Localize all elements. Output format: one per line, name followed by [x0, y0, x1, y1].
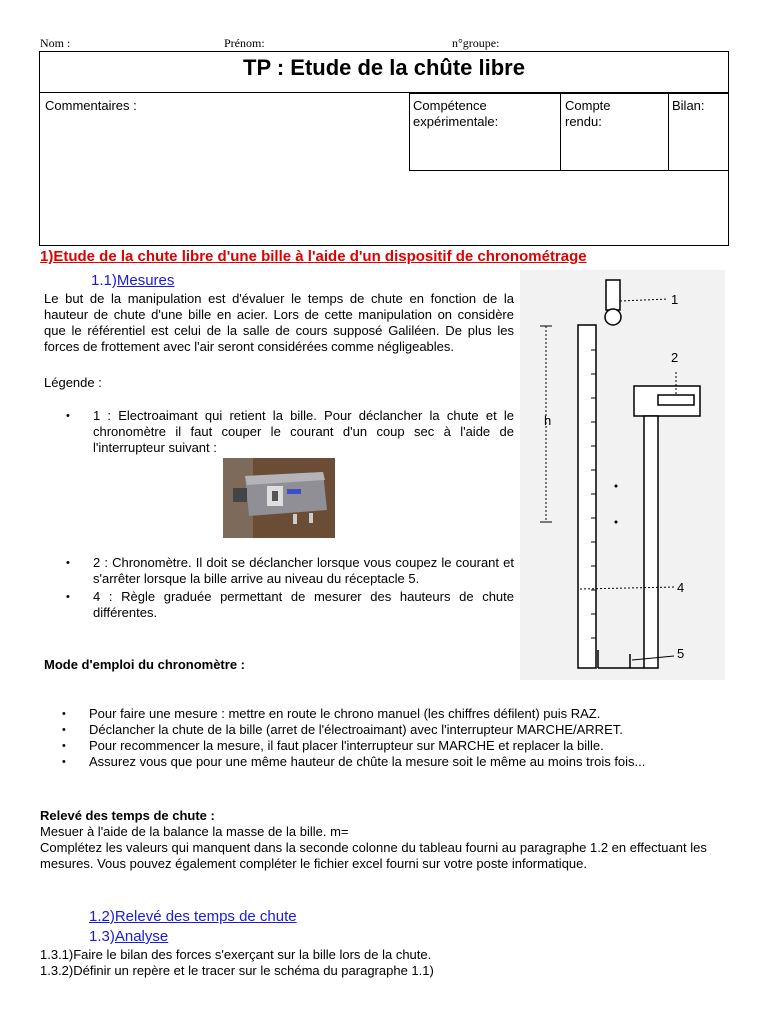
- subsection-1-3-number: 1.3): [89, 928, 115, 945]
- competence-label-2: expérimentale:: [413, 114, 499, 129]
- diagram-label-1: 1: [671, 292, 679, 307]
- mode-emploi-item: • Déclancher la chute de la bille (arret de l'électroaimant) avec l'interrupteur MARCHE/ARRET.: [62, 722, 623, 737]
- page-title: TP : Etude de la chûte libre: [243, 55, 525, 80]
- legend-item-1-text: 1 : Electroaimant qui retient la bille. Pour déclancher la chute et le chronomètre il faut couper le courant d'un coup sec à l'aide de l'interrupteur suivant :: [93, 408, 514, 455]
- prenom-label: Prénom:: [224, 36, 265, 50]
- diagram-label-4: 4: [677, 580, 685, 595]
- releve-line1: Mesuer à l'aide de la balance la masse de la bille. m=: [40, 824, 349, 839]
- switch-photo: [223, 458, 335, 538]
- diagram-label-2: 2: [671, 350, 679, 365]
- legend-list-b: [44, 555, 514, 621]
- mode-emploi-title: Mode d'emploi du chronomètre :: [44, 657, 245, 672]
- mode-emploi-item-text: Déclancher la chute de la bille (arret de l'électroaimant) avec l'interrupteur MARCHE/ARRET.: [89, 722, 623, 737]
- legend-item-4-text: 4 : Règle graduée permettant de mesurer des hauteurs de chute différentes.: [93, 589, 514, 620]
- bilan-label: Bilan:: [672, 98, 705, 113]
- mode-emploi-item: • Pour recommencer la mesure, il faut placer l'interrupteur sur MARCHE et replacer la bille.: [62, 738, 604, 753]
- question-1-3-1: 1.3.1)Faire le bilan des forces s'exerçant sur la bille lors de la chute.: [40, 947, 432, 962]
- subsection-1-1: [91, 272, 174, 289]
- comments-label: Commentaires :: [45, 98, 137, 113]
- subsection-1-1-number: 1.1): [91, 272, 117, 289]
- groupe-label: n°groupe:: [452, 36, 500, 50]
- section-1-heading: 1)Etude de la chute libre d'une bille à l'aide d'un dispositif de chronométrage: [40, 248, 587, 265]
- legend-list-a: [44, 408, 514, 456]
- competence-label-1: Compétence: [413, 98, 487, 113]
- subsection-1-2: 1.2)Relevé des temps de chute: [89, 908, 297, 925]
- apparatus-diagram: [520, 270, 725, 680]
- mode-emploi-item: • Pour faire une mesure : mettre en route le chrono manuel (les chiffres défilent) puis RAZ.: [62, 706, 601, 721]
- legend-item-1: • 1 : Electroaimant qui retient la bille. Pour déclancher la chute et le chronomètre il faut couper le courant d'un coup sec à l'aide de l'interrupteur suivant :: [66, 408, 514, 455]
- subsection-1-1-title: Mesures: [116, 272, 175, 289]
- legend-item-2-text: 2 : Chronomètre. Il doit se déclancher lorsque vous coupez le courant et s'arrêter lorsque la bille arrive au niveau du réceptacle 5.: [93, 555, 514, 586]
- mode-emploi-item-text: Pour recommencer la mesure, il faut placer l'interrupteur sur MARCHE et replacer la bille.: [89, 738, 604, 753]
- subsection-1-3-title: Analyse: [114, 928, 169, 945]
- diagram-label-h: h: [544, 413, 552, 428]
- mode-emploi-item-text: Assurez vous que pour une même hauteur de chûte la mesure soit le même au moins trois fois...: [89, 754, 646, 769]
- subsection-1-3: [89, 928, 168, 945]
- mode-emploi-item-text: Pour faire une mesure : mettre en route le chrono manuel (les chiffres défilent) puis RAZ.: [89, 706, 601, 721]
- question-1-3-2: 1.3.2)Définir un repère et le tracer sur le schéma du paragraphe 1.1): [40, 963, 434, 978]
- mode-emploi-item: • Assurez vous que pour une même hauteur de chûte la mesure soit le même au moins trois fois...: [62, 754, 646, 769]
- releve-paragraph: Complétez les valeurs qui manquent dans la seconde colonne du tableau fourni au paragraphe 1.2 en effectuant les mesures. Vous pouvez également compléter le fichier excel fourni sur votre poste informatique.: [40, 840, 707, 871]
- legend-item-4: • 4 : Règle graduée permettant de mesurer des hauteurs de chute différentes.: [66, 589, 514, 620]
- intro-paragraph: Le but de la manipulation est d'évaluer le temps de chute en fonction de la hauteur de chute d'une bille en acier. Lors de cette manipulation on considère que le référentiel est celui de la salle de cours supposé Galiléen. De plus les forces de frottement avec l'air seront considérées comme négligeables.: [44, 291, 514, 354]
- diagram-label-5: 5: [677, 646, 685, 661]
- releve-title: Relevé des temps de chute :: [40, 808, 215, 823]
- mode-emploi-list: [40, 706, 730, 770]
- legende-label: Légende :: [44, 375, 102, 390]
- compte-rendu-label-1: Compte: [565, 98, 611, 113]
- nom-label: Nom :: [40, 36, 71, 50]
- compte-rendu-label-2: rendu:: [565, 114, 602, 129]
- legend-item-2: • 2 : Chronomètre. Il doit se déclancher lorsque vous coupez le courant et s'arrêter lorsque la bille arrive au niveau du réceptacle 5.: [66, 555, 514, 586]
